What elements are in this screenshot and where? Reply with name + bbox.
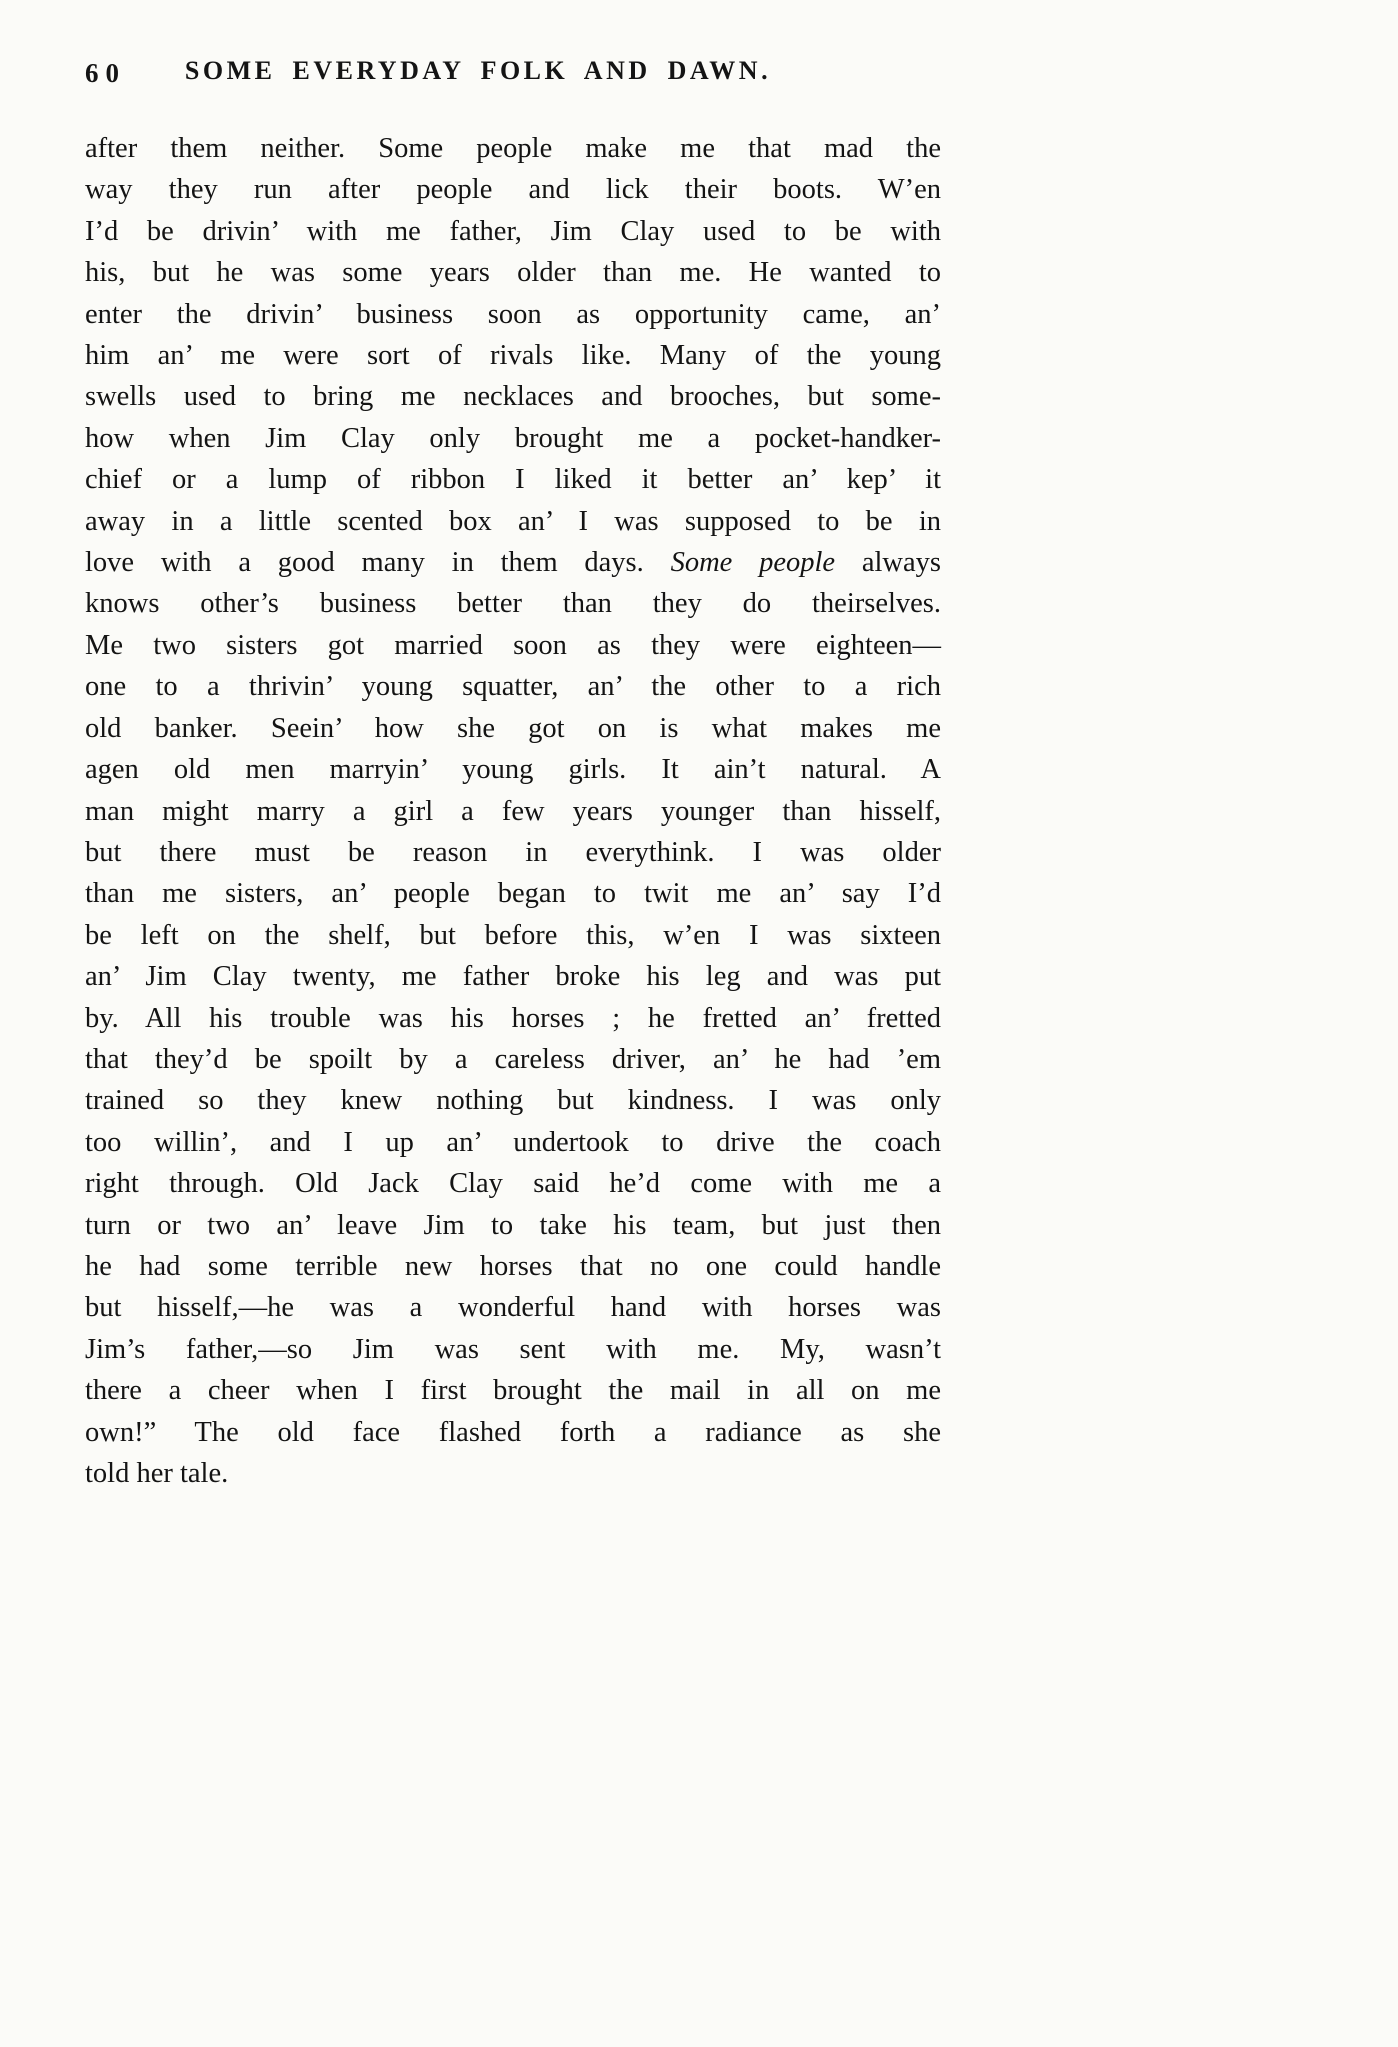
text-line <box>85 832 941 873</box>
text-segment: way they run after people and lick their boots. W’en <box>85 174 941 206</box>
text-line <box>85 1453 941 1494</box>
text-segment: an’ Jim Clay twenty, me father broke his leg and was put <box>85 961 941 993</box>
text-line <box>85 418 941 459</box>
text-segment: after them neither. Some people make me that mad the <box>85 133 941 164</box>
text-segment: be left on the shelf, but before this, w’en I was sixteen <box>85 919 941 951</box>
text-segment: but there must be reason in everythink. I was older <box>85 836 941 868</box>
page-header <box>85 56 941 96</box>
text-segment: knows other’s business better than they do theirselves. <box>85 588 941 620</box>
text-segment: that they’d be spoilt by a careless driver, an’ he had ’em <box>85 1043 941 1075</box>
text-line <box>85 459 941 500</box>
text-line <box>85 542 941 583</box>
text-segment: agen old men marryin’ young girls. It ain’t natural. A <box>85 754 941 786</box>
text-segment: told her tale. <box>85 1458 229 1489</box>
text-segment: own!” The old face flashed forth a radiance as she <box>85 1416 941 1448</box>
text-segment: his, but he was some years older than me. He wanted to <box>85 257 941 289</box>
body-text <box>85 128 941 1494</box>
text-segment: too willin’, and I up an’ undertook to drive the coach <box>85 1126 941 1158</box>
text-line <box>85 873 941 914</box>
text-line <box>85 1205 941 1246</box>
text-segment: but hisself,—he was a wonderful hand with horses was <box>85 1292 941 1324</box>
text-line <box>85 956 941 997</box>
text-segment: old banker. Seein’ how she got on is what makes me <box>85 712 941 744</box>
text-line <box>85 1080 941 1121</box>
text-line <box>85 1370 941 1411</box>
text-line <box>85 1039 941 1080</box>
text-segment: how when Jim Clay only brought me a pocket-handker- <box>85 422 941 454</box>
text-segment: Me two sisters got married soon as they were eighteen— <box>85 629 941 661</box>
text-segment: away in a little scented box an’ I was supposed to be in <box>85 505 941 537</box>
text-line <box>85 1122 941 1163</box>
text-segment: one to a thrivin’ young squatter, an’ the other to a rich <box>85 671 941 703</box>
text-line <box>85 376 941 417</box>
text-line <box>85 749 941 790</box>
text-segment: there a cheer when I first brought the mail in all on me <box>85 1375 941 1407</box>
text-segment: than me sisters, an’ people began to twit me an’ say I’d <box>85 878 941 910</box>
text-line <box>85 625 941 666</box>
text-segment: trained so they knew nothing but kindness. I was only <box>85 1085 941 1117</box>
text-segment: swells used to bring me necklaces and brooches, but some- <box>85 381 941 413</box>
text-line <box>85 1329 941 1370</box>
text-segment: I’d be drivin’ with me father, Jim Clay used to be with <box>85 215 941 247</box>
text-segment: always <box>835 547 941 579</box>
text-line <box>85 791 941 832</box>
text-segment: him an’ me were sort of rivals like. Many of the young <box>85 340 941 372</box>
text-line <box>85 998 941 1039</box>
text-line <box>85 252 941 293</box>
text-segment: love with a good many in them days. <box>85 547 671 579</box>
text-line <box>85 335 941 376</box>
italic-text-segment: Some people <box>670 547 836 579</box>
text-line <box>85 294 941 335</box>
text-segment: man might marry a girl a few years younger than hisself, <box>85 795 941 827</box>
text-line <box>85 708 941 749</box>
text-segment: chief or a lump of ribbon I liked it better an’ kep’ it <box>85 464 941 496</box>
text-segment: by. All his trouble was his horses ; he fretted an’ fretted <box>85 1002 941 1034</box>
text-line <box>85 501 941 542</box>
text-segment: enter the drivin’ business soon as opportunity came, an’ <box>85 298 941 330</box>
text-segment: right through. Old Jack Clay said he’d come with me a <box>85 1168 941 1200</box>
text-segment: he had some terrible new horses that no one could handle <box>85 1250 941 1282</box>
text-line <box>85 1412 941 1453</box>
text-line <box>85 1163 941 1204</box>
text-line <box>85 583 941 624</box>
text-line <box>85 1287 941 1328</box>
running-title: SOME EVERYDAY FOLK AND DAWN. <box>184 56 772 85</box>
page-number: 60 <box>85 58 126 88</box>
text-segment: Jim’s father,—so Jim was sent with me. My, wasn’t <box>85 1333 941 1365</box>
text-line <box>85 666 941 707</box>
text-line <box>85 211 941 252</box>
text-line <box>85 915 941 956</box>
text-line <box>85 128 941 169</box>
text-line <box>85 169 941 210</box>
text-segment: turn or two an’ leave Jim to take his team, but just then <box>85 1209 941 1241</box>
text-line <box>85 1246 941 1287</box>
